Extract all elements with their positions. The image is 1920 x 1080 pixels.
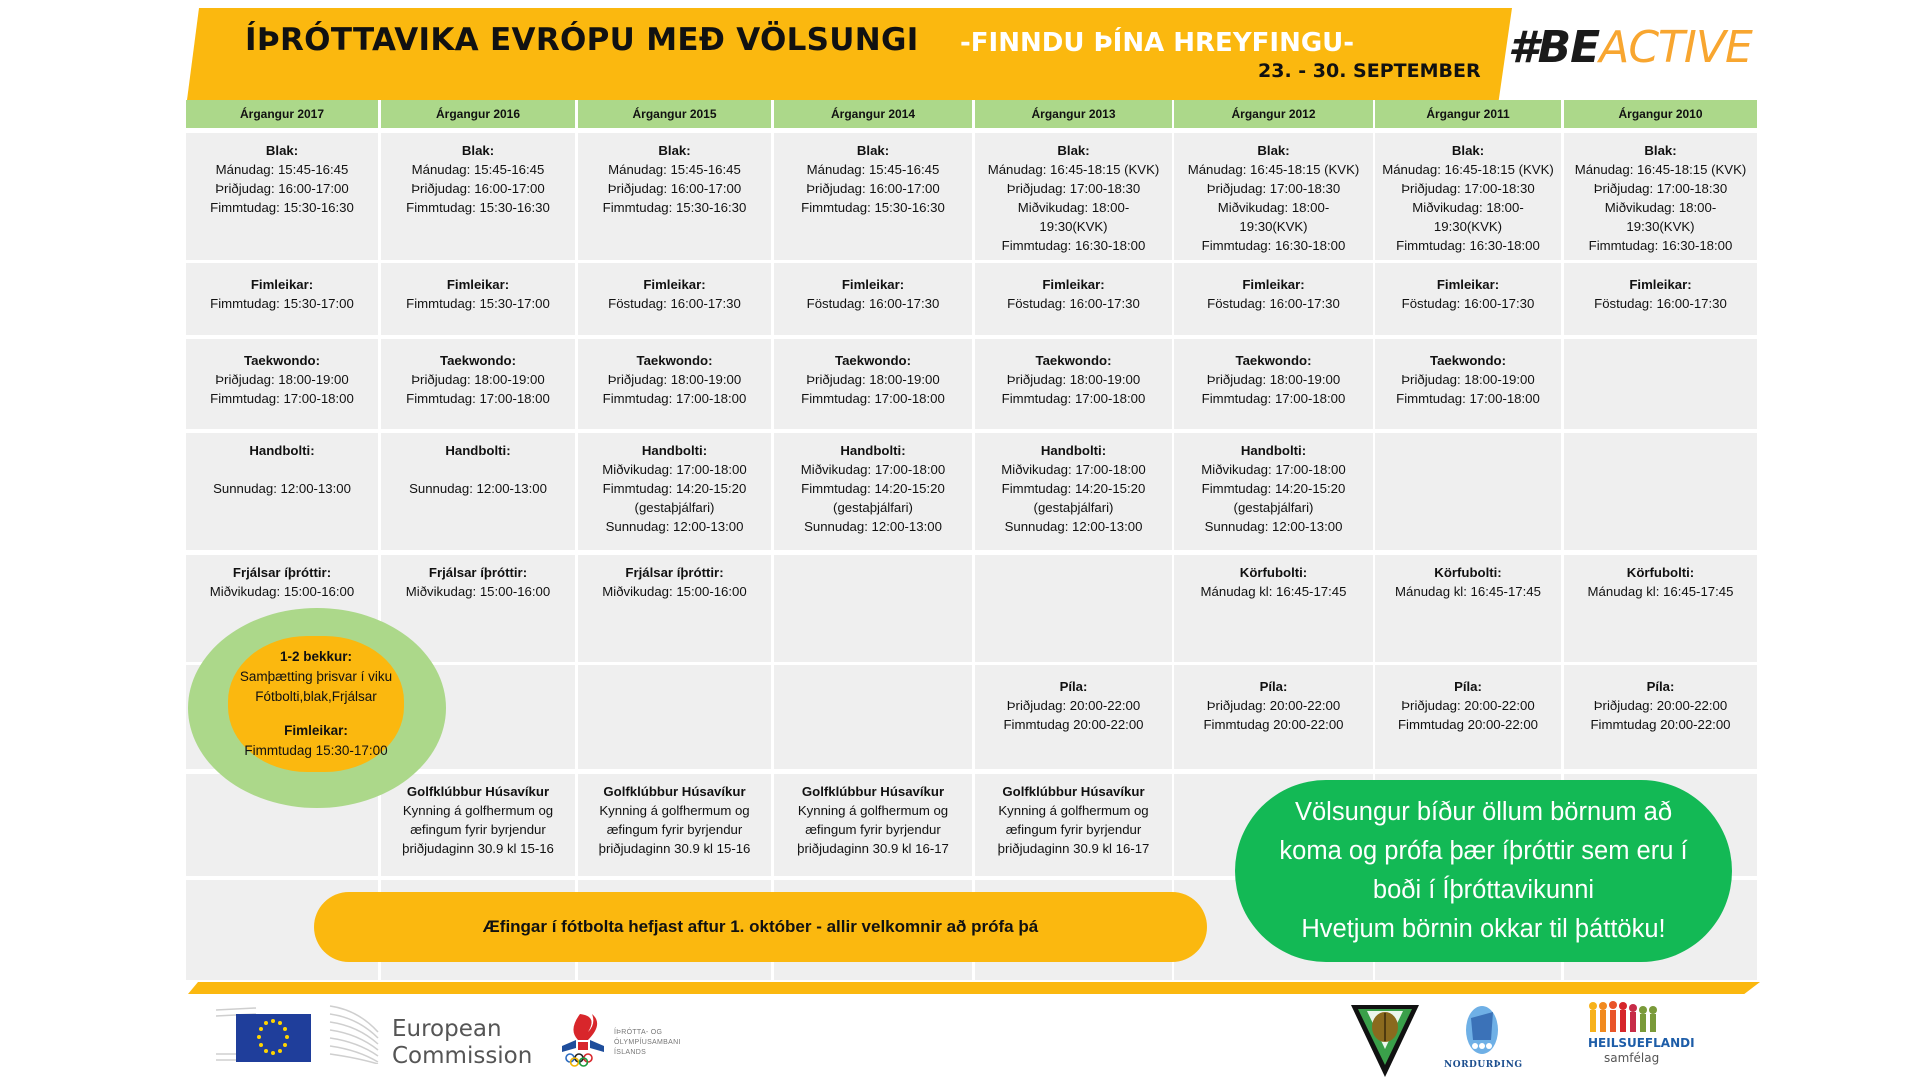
activity-title: Golfklúbbur Húsavíkur xyxy=(406,784,550,799)
schedule-cell-golf xyxy=(774,774,972,876)
schedule-cell-fimleikar xyxy=(975,263,1172,335)
activity-time: Fimmtudag: 14:20-15:20 xyxy=(1201,481,1346,496)
activity-time: Fimmtudag: 17:00-18:00 xyxy=(210,391,354,406)
schedule-cell-golf xyxy=(975,774,1172,876)
activity-title: Handbolti: xyxy=(840,443,906,458)
activity-title: Blak: xyxy=(1644,143,1677,158)
activity-time: Þriðjudag: 16:00-17:00 xyxy=(806,181,940,196)
activity-title: Golfklúbbur Húsavíkur xyxy=(801,784,945,799)
football-notice-text: Æfingar í fótbolta hefjast aftur 1. október - allir velkomnir að prófa þá xyxy=(482,917,1039,936)
activity-time: Miðvikudag: 15:00-16:00 xyxy=(602,584,747,599)
nordurthing-logo-text: NORDURÞING xyxy=(1444,1060,1523,1070)
activity-time: Miðvikudag: 17:00-18:00 xyxy=(800,462,946,477)
schedule-cell-handbolti xyxy=(381,433,575,550)
activity-time: Föstudag: 16:00-17:30 xyxy=(1594,296,1727,311)
activity-time: 19:30(KVK) xyxy=(1239,219,1308,234)
isi-logo-text xyxy=(614,1028,681,1058)
activity-title: Fimleikar: xyxy=(446,277,510,292)
activity-title: Handbolti: xyxy=(641,443,708,458)
activity-time: (gestaþjálfari) xyxy=(833,500,913,515)
activity-time: Fimmtudag 20:00-22:00 xyxy=(1003,717,1144,732)
activity-time: Kynning á golfhermum og xyxy=(402,803,554,818)
isi-line: ÍSLANDS xyxy=(614,1049,647,1056)
activity-title: Blak: xyxy=(856,143,890,158)
heilsueflandi-logo-subtext: samfélag xyxy=(1604,1051,1660,1065)
activity-time: Miðvikudag: 15:00-16:00 xyxy=(405,584,551,599)
activity-time: Þriðjudag: 20:00-22:00 xyxy=(1206,698,1341,713)
activity-time: þriðjudaginn 30.9 kl 15-16 xyxy=(402,841,554,856)
schedule-cell-blak xyxy=(381,133,575,260)
bekkur-line: Fimmtudag 15:30-17:00 xyxy=(244,743,388,758)
schedule-cell-blak xyxy=(578,133,771,260)
column-header: Árgangur 2016 xyxy=(381,100,575,128)
activity-time: æfingum fyrir byrjendur xyxy=(606,822,743,837)
activity-title: Taekwondo: xyxy=(440,353,516,368)
schedule-cell-blak xyxy=(1375,133,1561,260)
activity-time: þriðjudaginn 30.9 kl 16-17 xyxy=(997,841,1150,856)
schedule-cell-frjalsar-korfubolti xyxy=(1564,555,1757,662)
activity-time: Föstudag: 16:00-17:30 xyxy=(1401,296,1535,311)
activity-time: Fimmtudag: 17:00-18:00 xyxy=(801,391,945,406)
activity-title: Fimleikar: xyxy=(250,277,314,292)
heilsueflandi-people-icon xyxy=(1588,1000,1660,1034)
activity-title: Píla: xyxy=(1646,679,1675,694)
schedule-cell-taekwondo xyxy=(774,339,972,429)
schedule-cell-fimleikar xyxy=(1174,263,1373,335)
activity-title: Körfubolti: xyxy=(1434,565,1502,580)
schedule-cell-taekwondo xyxy=(1564,339,1757,429)
activity-title: Taekwondo: xyxy=(636,353,713,368)
bekkur-line: Fótbolti,blak,Frjálsar xyxy=(255,689,377,704)
volsungur-crest-icon xyxy=(1349,1003,1421,1078)
beactive-hash: #BE xyxy=(1508,22,1600,73)
activity-time: Fimmtudag: 15:30-16:30 xyxy=(801,200,945,215)
activity-time: æfingum fyrir byrjendur xyxy=(805,822,941,837)
activity-time: Þriðjudag: 20:00-22:00 xyxy=(1401,698,1535,713)
schedule-cell-handbolti xyxy=(186,433,378,550)
activity-title: Taekwondo: xyxy=(1035,353,1112,368)
activity-time: Sunnudag: 12:00-13:00 xyxy=(409,481,547,496)
activity-time: Þriðjudag: 17:00-18:30 xyxy=(1593,181,1728,196)
activity-time: Sunnudag: 12:00-13:00 xyxy=(213,481,351,496)
activity-time: Þriðjudag: 20:00-22:00 xyxy=(1593,698,1728,713)
activity-time: Mánudag kl: 16:45-17:45 xyxy=(1200,584,1347,599)
activity-time: Þriðjudag: 16:00-17:00 xyxy=(607,181,742,196)
activity-time: æfingum fyrir byrjendur xyxy=(1005,822,1142,837)
activity-title: Fimleikar: xyxy=(1436,277,1500,292)
activity-time: Þriðjudag: 17:00-18:30 xyxy=(1006,181,1141,196)
activity-time: Fimmtudag: 15:30-17:00 xyxy=(210,296,354,311)
activity-time: Þriðjudag: 18:00-19:00 xyxy=(215,372,349,387)
event-dates: 23. - 30. SEPTEMBER xyxy=(1258,60,1481,82)
schedule-cell-fimleikar xyxy=(774,263,972,335)
activity-title: Blak: xyxy=(1451,143,1485,158)
activity-title: Fimleikar: xyxy=(1629,277,1692,292)
schedule-cell-pila xyxy=(1564,665,1757,769)
schedule-cell-handbolti xyxy=(774,433,972,550)
schedule-cell-pila xyxy=(774,665,972,769)
heilsueflandi-logo-text: HEILSUEFLANDI xyxy=(1588,1036,1695,1050)
activity-title: Taekwondo: xyxy=(244,353,320,368)
activity-title: Fimleikar: xyxy=(1242,277,1305,292)
activity-title: Taekwondo: xyxy=(835,353,911,368)
schedule-cell-handbolti xyxy=(975,433,1172,550)
activity-time: Þriðjudag: 18:00-19:00 xyxy=(411,372,545,387)
activity-time: Fimmtudag: 15:30-16:30 xyxy=(406,200,550,215)
schedule-cell-taekwondo xyxy=(1375,339,1561,429)
invitation-badge xyxy=(1235,780,1732,962)
activity-time: 19:30(KVK) xyxy=(1039,219,1108,234)
activity-title: Frjálsar íþróttir: xyxy=(625,565,724,580)
schedule-cell-taekwondo xyxy=(578,339,771,429)
activity-time: Sunnudag: 12:00-13:00 xyxy=(605,519,744,534)
ec-line: Commission xyxy=(392,1043,533,1069)
activity-time: Þriðjudag: 17:00-18:30 xyxy=(1401,181,1535,196)
schedule-cell-frjalsar-korfubolti xyxy=(975,555,1172,662)
activity-time: Kynning á golfhermum og xyxy=(599,803,750,818)
activity-time: Fimmtudag: 14:20-15:20 xyxy=(1001,481,1146,496)
activity-title: Píla: xyxy=(1059,679,1088,694)
activity-time: (gestaþjálfari) xyxy=(1233,500,1314,515)
schedule-cell-handbolti xyxy=(1174,433,1373,550)
invitation-line: koma og prófa þær íþróttir sem eru í xyxy=(1279,837,1688,865)
bekkur-fimleikar-title: Fimleikar: xyxy=(284,723,348,738)
activity-time: Mánudag: 16:45-18:15 (KVK) xyxy=(987,162,1160,177)
schedule-cell-pila xyxy=(578,665,771,769)
activity-title: Handbolti: xyxy=(1040,443,1107,458)
activity-time: Mánudag: 16:45-18:15 (KVK) xyxy=(1382,162,1554,177)
activity-time: Kynning á golfhermum og xyxy=(998,803,1149,818)
schedule-cell-handbolti xyxy=(1375,433,1561,550)
activity-time: Þriðjudag: 18:00-19:00 xyxy=(1006,372,1141,387)
ec-building-icon xyxy=(328,1004,380,1064)
activity-time: Föstudag: 16:00-17:30 xyxy=(1207,296,1340,311)
schedule-cell-handbolti xyxy=(1564,433,1757,550)
schedule-cell-frjalsar-korfubolti xyxy=(774,555,972,662)
activity-time: Föstudag: 16:00-17:30 xyxy=(608,296,741,311)
activity-title: Frjálsar íþróttir: xyxy=(428,565,528,580)
activity-title: Fimleikar: xyxy=(841,277,905,292)
activity-time: Mánudag: 15:45-16:45 xyxy=(608,162,741,177)
column-header: Árgangur 2014 xyxy=(774,100,972,128)
nordurthing-crest-icon xyxy=(1463,1004,1501,1060)
activity-time: Fimmtudag 20:00-22:00 xyxy=(1203,717,1344,732)
invitation-line: boði í Íþróttavikunni xyxy=(1372,876,1595,904)
activity-time: Þriðjudag: 16:00-17:00 xyxy=(215,181,349,196)
eu-flag-icon xyxy=(216,1004,316,1064)
column-header: Árgangur 2010 xyxy=(1564,100,1757,128)
activity-time: Þriðjudag: 16:00-17:00 xyxy=(411,181,545,196)
activity-time: þriðjudaginn 30.9 kl 16-17 xyxy=(797,841,949,856)
activity-time: (gestaþjálfari) xyxy=(634,500,715,515)
activity-time: Fimmtudag: 14:20-15:20 xyxy=(602,481,747,496)
activity-time: Miðvikudag: 18:00- xyxy=(1217,200,1330,215)
schedule-cell-fimleikar xyxy=(1564,263,1757,335)
activity-time: Fimmtudag: 15:30-16:30 xyxy=(602,200,747,215)
activity-time: Þriðjudag: 18:00-19:00 xyxy=(806,372,940,387)
schedule-cell-fimleikar xyxy=(578,263,771,335)
activity-title: Frjálsar íþróttir: xyxy=(232,565,332,580)
schedule-cell-fimleikar xyxy=(381,263,575,335)
activity-title: Handbolti: xyxy=(249,443,315,458)
isi-torch-icon xyxy=(558,1010,608,1068)
isi-line: ÓLYMPÍUSAMBANI xyxy=(614,1039,681,1046)
schedule-cell-golf xyxy=(381,774,575,876)
activity-time: Þriðjudag: 20:00-22:00 xyxy=(1006,698,1141,713)
schedule-cell-pila xyxy=(975,665,1172,769)
activity-time: Fimmtudag: 17:00-18:00 xyxy=(1396,391,1540,406)
schedule-cell-taekwondo xyxy=(975,339,1172,429)
schedule-cell-taekwondo xyxy=(186,339,378,429)
schedule-cell-frjalsar-korfubolti xyxy=(1174,555,1373,662)
activity-time: Miðvikudag: 18:00- xyxy=(1017,200,1130,215)
activity-time: Þriðjudag: 18:00-19:00 xyxy=(1401,372,1535,387)
activity-time: Mánudag: 15:45-16:45 xyxy=(806,162,940,177)
column-header: Árgangur 2015 xyxy=(578,100,771,128)
schedule-cell-frjalsar-korfubolti xyxy=(1375,555,1561,662)
activity-time: Mánudag: 15:45-16:45 xyxy=(215,162,349,177)
activity-time: (gestaþjálfari) xyxy=(1033,500,1114,515)
activity-title: Blak: xyxy=(265,143,299,158)
schedule-cell-blak xyxy=(1174,133,1373,260)
schedule-cell-pila xyxy=(1375,665,1561,769)
activity-time: Fimmtudag: 15:30-16:30 xyxy=(210,200,354,215)
bekkur-badge xyxy=(228,636,404,772)
column-header: Árgangur 2017 xyxy=(186,100,378,128)
activity-time: Fimmtudag: 15:30-17:00 xyxy=(406,296,550,311)
activity-time: Föstudag: 16:00-17:30 xyxy=(806,296,940,311)
schedule-cell-blak xyxy=(774,133,972,260)
activity-title: Golfklúbbur Húsavíkur xyxy=(603,784,746,799)
activity-time: Miðvikudag: 18:00- xyxy=(1604,200,1717,215)
activity-time: æfingum fyrir byrjendur xyxy=(410,822,546,837)
schedule-cell-frjalsar-korfubolti xyxy=(578,555,771,662)
activity-title: Taekwondo: xyxy=(1235,353,1312,368)
isi-line: ÍÞRÓTTA- OG xyxy=(614,1029,663,1036)
activity-time: Fimmtudag 20:00-22:00 xyxy=(1590,717,1731,732)
activity-time: Miðvikudag: 17:00-18:00 xyxy=(1201,462,1346,477)
bekkur-line: Samþætting þrisvar í viku xyxy=(239,669,393,684)
activity-time: Fimmtudag: 16:30-18:00 xyxy=(1588,238,1733,253)
activity-title: Blak: xyxy=(461,143,495,158)
activity-title: Fimleikar: xyxy=(643,277,706,292)
column-header: Árgangur 2012 xyxy=(1174,100,1373,128)
schedule-cell-handbolti xyxy=(578,433,771,550)
activity-time: Fimmtudag: 16:30-18:00 xyxy=(1001,238,1146,253)
footer-stripe xyxy=(188,982,1760,994)
activity-time: Þriðjudag: 17:00-18:30 xyxy=(1206,181,1341,196)
schedule-cell-fimleikar xyxy=(186,263,378,335)
activity-time: Mánudag kl: 16:45-17:45 xyxy=(1587,584,1734,599)
activity-title: Körfubolti: xyxy=(1626,565,1695,580)
activity-time: Fimmtudag: 17:00-18:00 xyxy=(1201,391,1346,406)
activity-time: Fimmtudag 20:00-22:00 xyxy=(1397,717,1538,732)
activity-time: Sunnudag: 12:00-13:00 xyxy=(1004,519,1143,534)
activity-time: Mánudag kl: 16:45-17:45 xyxy=(1395,584,1541,599)
schedule-cell-taekwondo xyxy=(381,339,575,429)
activity-title: Blak: xyxy=(1057,143,1090,158)
activity-time: Miðvikudag: 18:00- xyxy=(1412,200,1524,215)
column-header: Árgangur 2011 xyxy=(1375,100,1561,128)
activity-time: Fimmtudag: 17:00-18:00 xyxy=(1001,391,1146,406)
activity-title: Fimleikar: xyxy=(1042,277,1105,292)
activity-time: Föstudag: 16:00-17:30 xyxy=(1007,296,1140,311)
activity-time: 19:30(KVK) xyxy=(1433,219,1503,234)
page-subtitle: -FINNDU ÞÍNA HREYFINGU- xyxy=(960,28,1355,58)
activity-time: Miðvikudag: 17:00-18:00 xyxy=(1001,462,1146,477)
european-commission-logo xyxy=(392,1016,532,1070)
schedule-cell-blak xyxy=(975,133,1172,260)
invitation-line: Hvetjum börnin okkar til þáttöku! xyxy=(1301,915,1666,943)
activity-time: 19:30(KVK) xyxy=(1626,219,1695,234)
schedule-cell-pila xyxy=(1174,665,1373,769)
beactive-word: ACTIVE xyxy=(1599,22,1752,73)
activity-title: Golfklúbbur Húsavíkur xyxy=(1002,784,1145,799)
activity-title: Píla: xyxy=(1454,679,1482,694)
activity-time: Sunnudag: 12:00-13:00 xyxy=(1204,519,1343,534)
activity-time: Miðvikudag: 15:00-16:00 xyxy=(209,584,355,599)
schedule-cell-blak xyxy=(1564,133,1757,260)
activity-time: Mánudag: 16:45-18:15 (KVK) xyxy=(1574,162,1747,177)
schedule-cell-blak xyxy=(186,133,378,260)
schedule-cell-golf xyxy=(578,774,771,876)
activity-time: Þriðjudag: 18:00-19:00 xyxy=(607,372,742,387)
column-header: Árgangur 2013 xyxy=(975,100,1172,128)
schedule-cell-taekwondo xyxy=(1174,339,1373,429)
activity-time: Fimmtudag: 17:00-18:00 xyxy=(406,391,550,406)
activity-time: Fimmtudag: 16:30-18:00 xyxy=(1201,238,1346,253)
ec-line: European xyxy=(392,1016,502,1042)
page-title: ÍÞRÓTTAVIKA EVRÓPU MEÐ VÖLSUNGI xyxy=(245,22,919,58)
football-notice xyxy=(314,892,1207,962)
activity-time: Miðvikudag: 17:00-18:00 xyxy=(602,462,747,477)
invitation-line: Völsungur bíður öllum börnum að xyxy=(1294,798,1673,826)
activity-title: Körfubolti: xyxy=(1239,565,1308,580)
activity-time: Þriðjudag: 18:00-19:00 xyxy=(1206,372,1341,387)
activity-title: Taekwondo: xyxy=(1430,353,1506,368)
activity-title: Blak: xyxy=(658,143,691,158)
activity-time: Fimmtudag: 14:20-15:20 xyxy=(801,481,945,496)
beactive-logo xyxy=(1508,22,1752,73)
activity-title: Handbolti: xyxy=(1240,443,1307,458)
activity-time: Fimmtudag: 16:30-18:00 xyxy=(1396,238,1540,253)
schedule-cell-fimleikar xyxy=(1375,263,1561,335)
activity-time: Mánudag: 15:45-16:45 xyxy=(411,162,545,177)
activity-time: Kynning á golfhermum og xyxy=(797,803,949,818)
activity-time: Sunnudag: 12:00-13:00 xyxy=(804,519,942,534)
bekkur-title: 1-2 bekkur: xyxy=(279,649,353,664)
activity-title: Handbolti: xyxy=(445,443,511,458)
activity-title: Blak: xyxy=(1257,143,1290,158)
activity-time: Mánudag: 16:45-18:15 (KVK) xyxy=(1187,162,1360,177)
activity-time: Fimmtudag: 17:00-18:00 xyxy=(602,391,747,406)
activity-title: Píla: xyxy=(1259,679,1288,694)
activity-time: þriðjudaginn 30.9 kl 15-16 xyxy=(598,841,751,856)
